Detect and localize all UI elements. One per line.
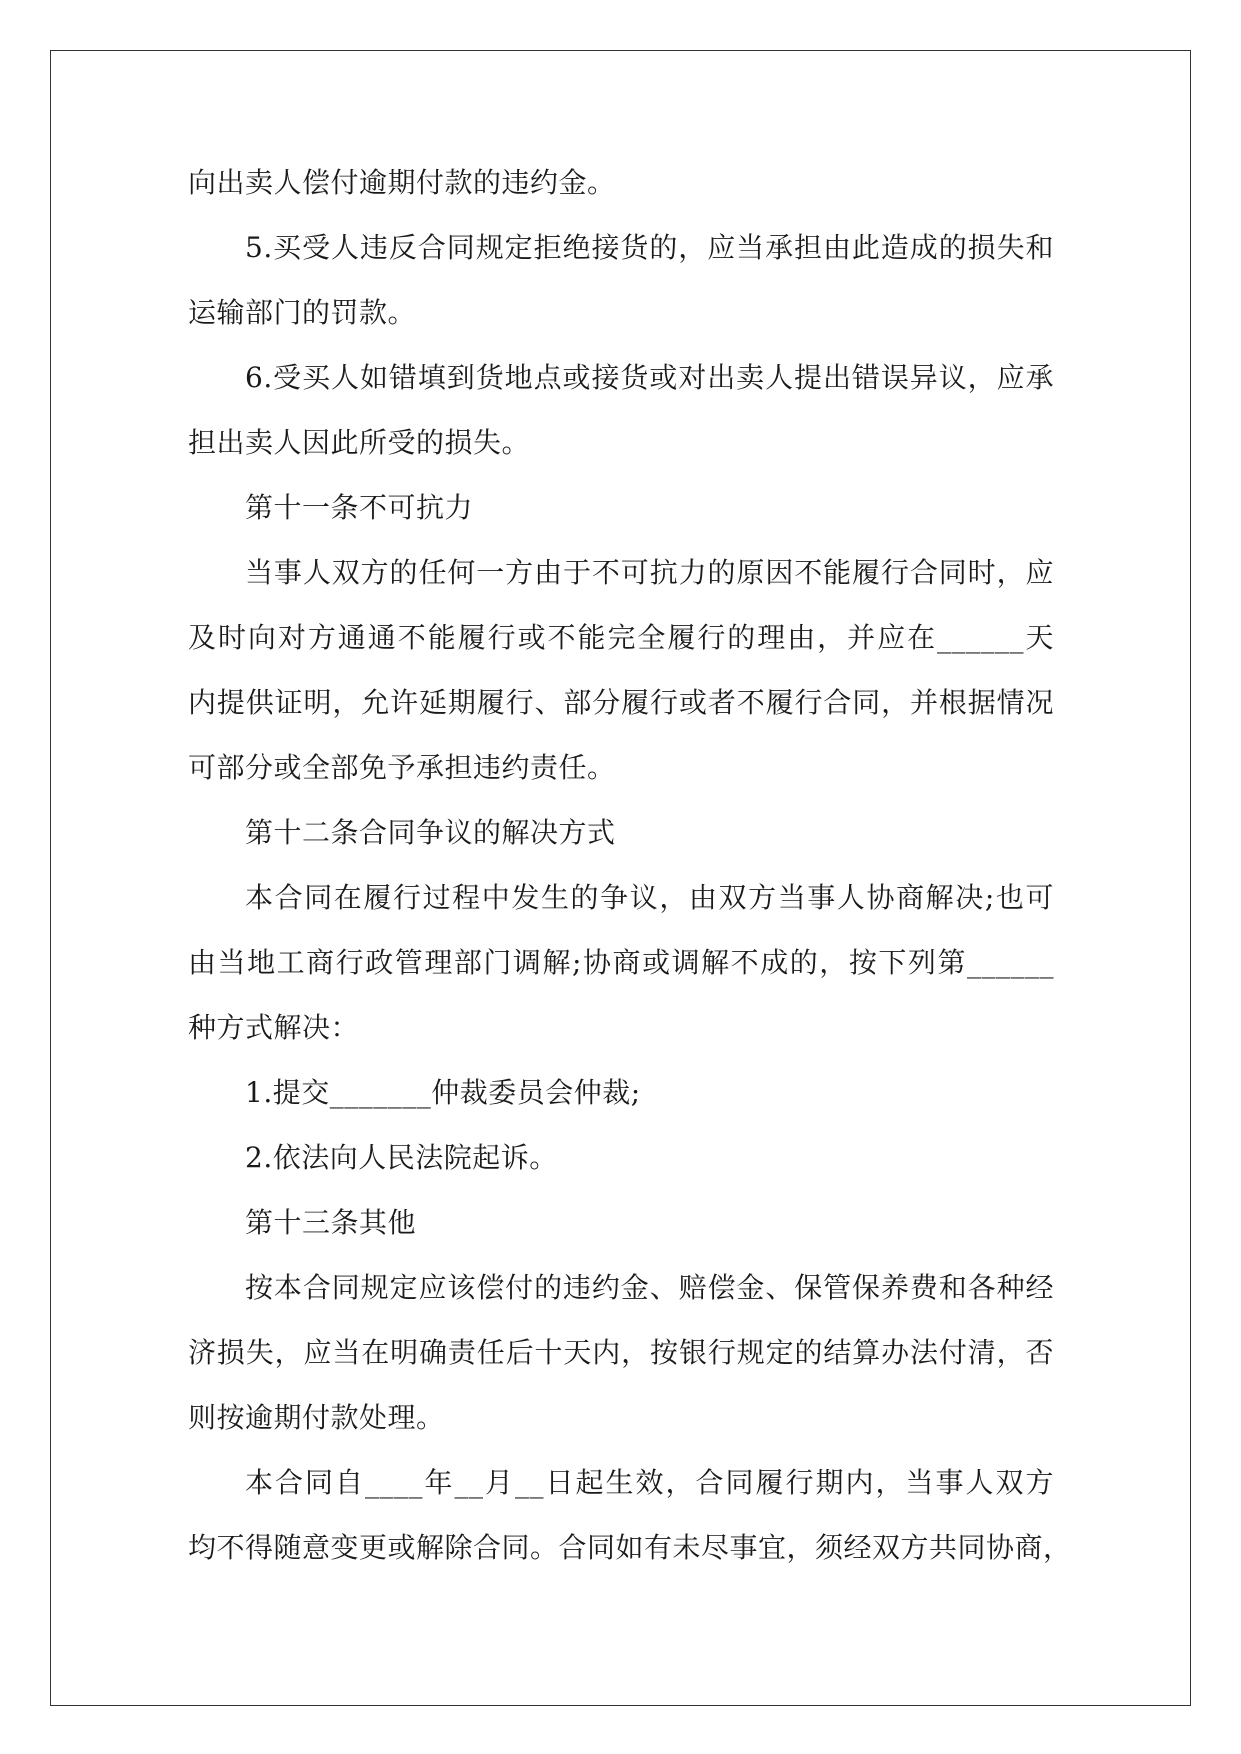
text-line: 均不得随意变更或解除合同。合同如有未尽事宜，须经双方共同协商， [188, 1531, 1072, 1564]
text-line: 第十一条不可抗力 [245, 491, 474, 524]
text-line: 济损失，应当在明确责任后十天内，按银行规定的结算办法付清，否 [188, 1336, 1054, 1369]
text-line: 担出卖人因此所受的损失。 [188, 426, 531, 459]
text-line: 1.提交_______仲裁委员会仲裁; [245, 1076, 641, 1109]
text-line: 及时向对方通通不能履行或不能完全履行的理由，并应在______天 [188, 621, 1054, 654]
text-line: 种方式解决： [188, 1011, 360, 1044]
text-line: 内提供证明，允许延期履行、部分履行或者不履行合同，并根据情况 [188, 686, 1054, 719]
text-line: 2.依法向人民法院起诉。 [245, 1141, 558, 1174]
text-line: 5.买受人违反合同规定拒绝接货的，应当承担由此造成的损失和 [245, 231, 1054, 264]
document-body [188, 150, 1072, 1580]
text-line: 第十三条其他 [245, 1206, 417, 1239]
text-line: 第十二条合同争议的解决方式 [245, 816, 616, 849]
text-line: 按本合同规定应该偿付的违约金、赔偿金、保管保养费和各种经 [245, 1271, 1054, 1304]
text-line: 当事人双方的任何一方由于不可抗力的原因不能履行合同时，应 [245, 556, 1054, 589]
text-line: 运输部门的罚款。 [188, 296, 417, 329]
text-line: 6.受买人如错填到货地点或接货或对出卖人提出错误异议，应承 [245, 361, 1054, 394]
text-line: 本合同自____年__月__日起生效，合同履行期内，当事人双方 [245, 1466, 1054, 1499]
text-line: 则按逾期付款处理。 [188, 1401, 445, 1434]
text-line: 本合同在履行过程中发生的争议，由双方当事人协商解决;也可 [245, 881, 1054, 914]
text-line: 由当地工商行政管理部门调解;协商或调解不成的，按下列第______ [188, 946, 1054, 979]
text-line: 向出卖人偿付逾期付款的违约金。 [188, 166, 616, 199]
text-line: 可部分或全部免予承担违约责任。 [188, 751, 616, 784]
